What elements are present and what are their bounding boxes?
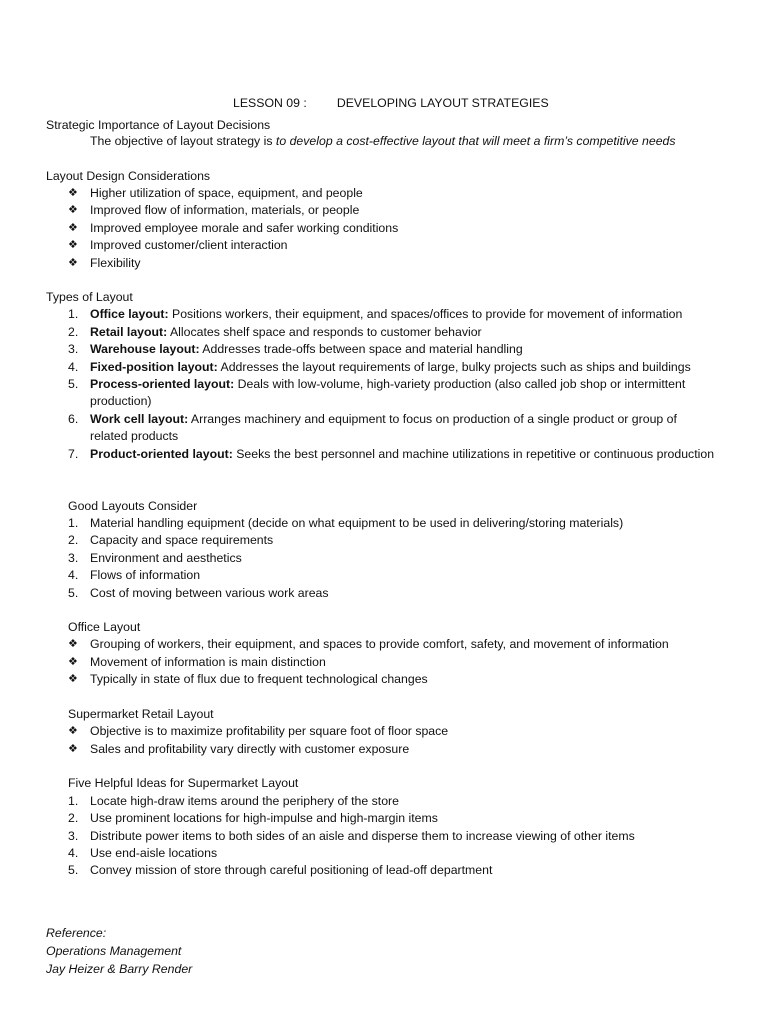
list-item: Fixed-position layout: Addresses the layout requirements of large, bulky projects such as ships and buildings (90, 360, 691, 374)
heading-helpful-ideas: Five Helpful Ideas for Supermarket Layout (68, 776, 299, 790)
list-number: 3. (68, 342, 79, 356)
list-number: 2. (68, 325, 79, 339)
bullet-icon: ❖ (68, 222, 78, 234)
list-item: Retail layout: Allocates shelf space and responds to customer behavior (90, 325, 482, 339)
heading-supermarket-layout: Supermarket Retail Layout (68, 707, 214, 721)
list-number: 3. (68, 829, 79, 843)
bullet-icon: ❖ (68, 187, 78, 199)
heading-office-layout: Office Layout (68, 620, 141, 634)
list-number: 5. (68, 377, 79, 391)
list-item: Product-oriented layout: Seeks the best personnel and machine utilizations in repetitive or continuous production (90, 447, 715, 461)
list-item: Objective is to maximize profitability per square foot of floor space (90, 724, 449, 738)
bullet-icon: ❖ (68, 725, 78, 737)
reference-label: Reference: (46, 926, 107, 940)
list-item: Office layout: Positions workers, their equipment, and spaces/offices to provide for movement of information (90, 307, 683, 321)
heading-considerations: Layout Design Considerations (46, 169, 211, 183)
list-number: 2. (68, 533, 79, 547)
list-item: Movement of information is main distinction (90, 655, 326, 669)
list-number: 5. (68, 863, 79, 877)
lesson-number: LESSON 09 : (233, 96, 307, 110)
list-item: Improved employee morale and safer working conditions (90, 221, 399, 235)
list-number: 4. (68, 360, 79, 374)
list-number: 4. (68, 846, 79, 860)
list-item: Locate high-draw items around the periphery of the store (90, 794, 399, 808)
list-item: Improved flow of information, materials, or people (90, 203, 360, 217)
bullet-icon: ❖ (68, 204, 78, 216)
list-item: Flexibility (90, 256, 141, 270)
reference-authors: Jay Heizer & Barry Render (46, 962, 193, 976)
list-item: Typically in state of flux due to frequent technological changes (90, 672, 428, 686)
list-item: Capacity and space requirements (90, 533, 274, 547)
bullet-icon: ❖ (68, 257, 78, 269)
list-item: Warehouse layout: Addresses trade-offs between space and material handling (90, 342, 523, 356)
list-number: 6. (68, 412, 79, 426)
list-item: Distribute power items to both sides of an aisle and disperse them to increase viewing of other items (90, 829, 635, 843)
list-number: 1. (68, 516, 79, 530)
bullet-icon: ❖ (68, 656, 78, 668)
list-item: Material handling equipment (decide on what equipment to be used in delivering/storing materials) (90, 516, 624, 530)
list-item: Sales and profitability vary directly with customer exposure (90, 742, 410, 756)
list-number: 3. (68, 551, 79, 565)
list-item: Grouping of workers, their equipment, and spaces to provide comfort, safety, and movement of information (90, 637, 669, 651)
reference-book: Operations Management (46, 944, 182, 958)
list-number: 2. (68, 811, 79, 825)
list-number: 5. (68, 586, 79, 600)
list-number: 1. (68, 307, 79, 321)
heading-types: Types of Layout (46, 290, 133, 304)
list-item: Work cell layout: Arranges machinery and equipment to focus on production of a single product or group of related products (90, 412, 677, 443)
list-number: 1. (68, 794, 79, 808)
heading-good-layouts: Good Layouts Consider (68, 499, 198, 513)
list-item: Convey mission of store through careful positioning of lead-off department (90, 863, 493, 877)
bullet-icon: ❖ (68, 239, 78, 251)
list-item: Higher utilization of space, equipment, and people (90, 186, 363, 200)
bullet-icon: ❖ (68, 743, 78, 755)
list-item: Cost of moving between various work areas (90, 586, 329, 600)
strategic-objective-emphasis: to develop a cost-effective layout that will meet a firm’s competitive needs (275, 134, 676, 148)
lesson-name: DEVELOPING LAYOUT STRATEGIES (336, 96, 549, 110)
list-item: Flows of information (90, 568, 201, 582)
list-item: Use prominent locations for high-impulse and high-margin items (90, 811, 438, 825)
list-item: Use end-aisle locations (90, 846, 218, 860)
strategic-objective: The objective of layout strategy is to develop a cost-effective layout that will meet a firm’s competitive needs (90, 134, 676, 148)
heading-strategic: Strategic Importance of Layout Decisions (46, 118, 271, 132)
list-item: Improved customer/client interaction (90, 238, 288, 252)
bullet-icon: ❖ (68, 673, 78, 685)
list-item: Process-oriented layout: Deals with low-volume, high-variety production (also called job shop or intermittent production) (90, 377, 686, 408)
list-number: 4. (68, 568, 79, 582)
bullet-icon: ❖ (68, 638, 78, 650)
list-item: Environment and aesthetics (90, 551, 242, 565)
list-number: 7. (68, 447, 79, 461)
